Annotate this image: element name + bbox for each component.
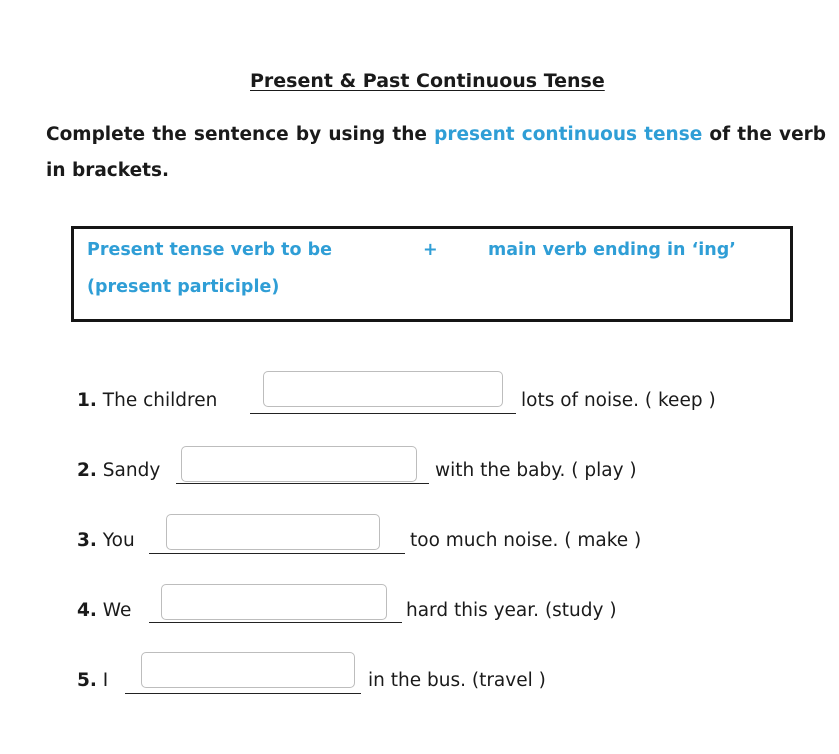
rule-verb-to-be: Present tense verb to be [87, 240, 332, 260]
instruction-highlight: present continuous tense [434, 124, 703, 145]
answer-line [149, 553, 405, 554]
answer-line [149, 622, 402, 623]
grammar-rule-box [71, 226, 793, 322]
answer-input-2[interactable] [181, 446, 417, 482]
question-5 [77, 670, 108, 691]
question-subject: Sandy [102, 460, 161, 481]
answer-input-3[interactable] [166, 514, 380, 550]
answer-line [176, 483, 429, 484]
question-3 [77, 530, 135, 551]
rule-main-verb: main verb ending in ‘ing’ [488, 240, 736, 260]
question-subject: The children [102, 390, 218, 411]
rule-present-participle: (present participle) [87, 277, 280, 297]
answer-line [250, 413, 516, 414]
question-rest: with the baby. ( play ) [435, 460, 637, 481]
question-rest: hard this year. (study ) [406, 600, 617, 621]
rule-plus-sign: + [423, 240, 438, 260]
question-subject: You [102, 530, 135, 551]
question-rest: in the bus. (travel ) [368, 670, 546, 691]
question-2 [77, 460, 160, 481]
question-1 [77, 390, 217, 411]
question-number: 3. [77, 530, 97, 551]
question-4 [77, 600, 131, 621]
question-rest: too much noise. ( make ) [410, 530, 642, 551]
answer-input-4[interactable] [161, 584, 387, 620]
question-number: 4. [77, 600, 97, 621]
question-number: 2. [77, 460, 97, 481]
question-subject: I [102, 670, 109, 691]
question-number: 1. [77, 390, 97, 411]
answer-input-1[interactable] [263, 371, 503, 407]
answer-input-5[interactable] [141, 652, 355, 688]
question-subject: We [102, 600, 132, 621]
answer-line [125, 693, 361, 694]
worksheet-title: Present & Past Continuous Tense [250, 70, 605, 92]
instruction-before: Complete the sentence by using the [46, 124, 435, 145]
question-rest: lots of noise. ( keep ) [521, 390, 716, 411]
instruction-text [46, 117, 826, 189]
question-number: 5. [77, 670, 97, 691]
instruction-after: of the verb in brackets. [46, 124, 826, 181]
